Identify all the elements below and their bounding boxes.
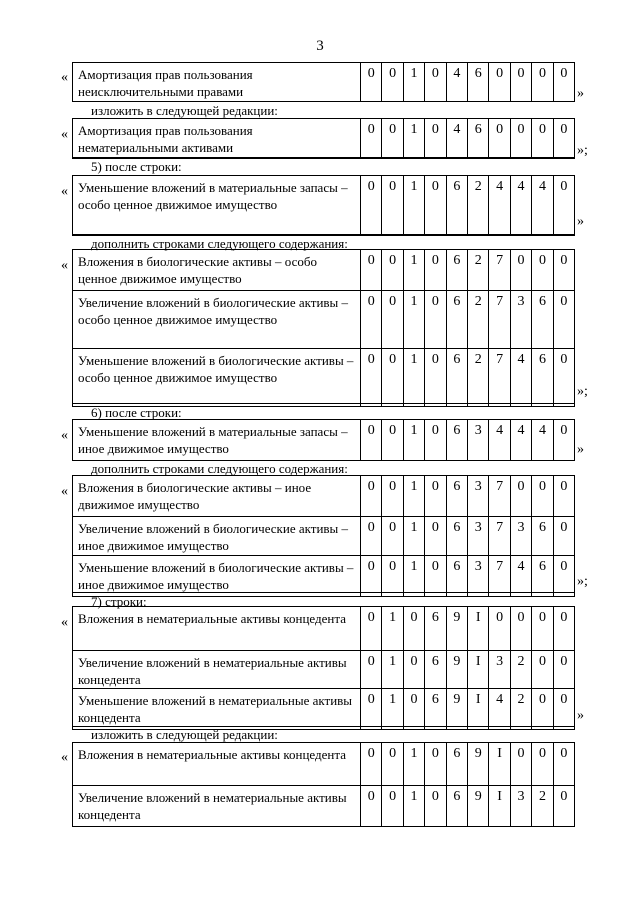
code-digit: 1 (404, 176, 425, 235)
code-digit: 7 (489, 250, 510, 290)
opening-quote: « (61, 127, 68, 142)
code-digit: 1 (404, 517, 425, 555)
code-digit: 0 (511, 250, 532, 290)
opening-quote: « (61, 184, 68, 199)
row-name: Уменьшение вложений в материальные запасы – особо ценное движимое имущество (73, 176, 361, 235)
row-code (361, 63, 574, 101)
code-digit: 0 (560, 352, 568, 367)
opening-quote: « (61, 750, 68, 765)
table-row (72, 118, 575, 159)
code-digit: 0 (404, 689, 425, 729)
code-digit: 0 (361, 291, 382, 348)
code-digit: 1 (404, 743, 425, 785)
code-digit: 0 (560, 654, 568, 669)
row-name: Уменьшение вложений в биологические активы – иное движимое имущество (73, 556, 361, 596)
code-digit: 7 (489, 349, 510, 406)
page-number: 3 (316, 38, 324, 54)
code-digit: 0 (361, 786, 382, 826)
row-code (361, 176, 574, 235)
instruction-text: изложить в следующей редакции: (91, 103, 278, 118)
code-digit: 0 (511, 63, 532, 101)
code-digit: I (468, 651, 489, 688)
code-digit: 0 (425, 786, 446, 826)
code-digit: 9 (468, 786, 489, 826)
code-digit: 0 (425, 250, 446, 290)
code-digit: 0 (382, 119, 403, 158)
table-row (72, 348, 575, 407)
code-digit: 0 (361, 607, 382, 650)
code-digit: 0 (532, 607, 553, 650)
code-digit: 0 (560, 122, 568, 137)
closing-quote: »; (577, 143, 588, 158)
instruction-text: 6) после строки: (91, 405, 182, 420)
code-digit: 6 (532, 291, 553, 348)
table-row (72, 475, 575, 516)
code-digit: 7 (489, 476, 510, 516)
code-digit: 0 (425, 176, 446, 235)
row-name: Уменьшение вложений в нематериальные активы концедента (73, 689, 361, 729)
code-digit: 0 (382, 176, 403, 235)
table-row (72, 516, 575, 555)
code-digit: 0 (532, 651, 553, 688)
code-digit: 0 (489, 119, 510, 158)
code-digit: 0 (532, 689, 553, 729)
code-digit: 9 (447, 689, 468, 729)
code-digit: 0 (361, 119, 382, 158)
code-digit: 7 (489, 556, 510, 596)
code-digit: 3 (511, 517, 532, 555)
opening-quote: « (61, 258, 68, 273)
table-row (72, 555, 575, 597)
code-digit: 1 (404, 786, 425, 826)
row-name: Уменьшение вложений в биологические активы – особо ценное движимое имущество (73, 349, 361, 406)
code-digit: 2 (468, 176, 489, 235)
code-digit: 3 (489, 651, 510, 688)
code-digit: 6 (447, 349, 468, 406)
code-digit: 0 (361, 176, 382, 235)
instruction-text: изложить в следующей редакции: (91, 727, 278, 742)
code-digit: 1 (404, 556, 425, 596)
code-digit: 0 (361, 743, 382, 785)
code-digit: 1 (382, 607, 403, 650)
code-digit: 0 (425, 349, 446, 406)
code-digit: 0 (560, 789, 568, 804)
code-digit: 3 (468, 556, 489, 596)
code-digit: 1 (404, 349, 425, 406)
code-digit: 0 (511, 119, 532, 158)
code-digit: 6 (447, 291, 468, 348)
code-digit: 0 (532, 63, 553, 101)
code-digit: 0 (382, 476, 403, 516)
code-digit: 0 (425, 476, 446, 516)
code-digit: 7 (489, 291, 510, 348)
code-digit: 0 (560, 294, 568, 309)
code-digit: 1 (404, 420, 425, 460)
code-digit: 1 (404, 291, 425, 348)
code-table (72, 249, 575, 407)
code-digit: 1 (404, 476, 425, 516)
closing-quote: »; (577, 574, 588, 589)
code-digit: 0 (425, 420, 446, 460)
code-digit: 6 (447, 556, 468, 596)
code-digit: 0 (425, 556, 446, 596)
code-digit: 0 (382, 786, 403, 826)
code-digit: 0 (382, 63, 403, 101)
code-digit: 6 (532, 517, 553, 555)
code-digit: 0 (489, 63, 510, 101)
closing-quote: » (577, 86, 584, 101)
row-code (361, 119, 574, 158)
code-digit: 6 (468, 119, 489, 158)
code-digit: 4 (489, 176, 510, 235)
row-code (361, 786, 574, 826)
code-digit: 0 (560, 520, 568, 535)
code-digit: 3 (468, 420, 489, 460)
row-name: Увеличение вложений в нематериальные активы концедента (73, 651, 361, 688)
code-digit: 0 (560, 746, 568, 761)
code-table (72, 475, 575, 597)
code-digit: 0 (560, 423, 568, 438)
code-digit: 6 (447, 420, 468, 460)
code-digit: 0 (404, 607, 425, 650)
row-name: Вложения в биологические активы – иное движимое имущество (73, 476, 361, 516)
code-digit: 4 (489, 689, 510, 729)
row-name: Увеличение вложений в биологические активы – иное движимое имущество (73, 517, 361, 555)
code-digit: 0 (382, 517, 403, 555)
code-table (72, 62, 575, 102)
row-code (361, 743, 574, 785)
closing-quote: » (577, 708, 584, 723)
row-code (361, 250, 574, 290)
row-code (361, 556, 574, 596)
instruction-text: дополнить строками следующего содержания: (91, 461, 348, 476)
row-code (361, 291, 574, 348)
code-digit: 6 (425, 651, 446, 688)
code-digit: I (468, 607, 489, 650)
code-digit: 0 (489, 607, 510, 650)
code-digit: 6 (425, 607, 446, 650)
code-digit: 6 (447, 176, 468, 235)
code-digit: 2 (511, 689, 532, 729)
instruction-text: дополнить строками следующего содержания: (91, 236, 348, 251)
code-digit: 0 (560, 179, 568, 194)
code-digit: 1 (382, 651, 403, 688)
code-digit: 0 (425, 291, 446, 348)
instruction-text: 7) строки: (91, 594, 147, 609)
code-digit: 9 (447, 607, 468, 650)
row-name: Вложения в нематериальные активы концедента (73, 607, 361, 650)
code-digit: 0 (425, 743, 446, 785)
row-code (361, 607, 574, 650)
row-name: Амортизация прав пользования неисключительными правами (73, 63, 361, 101)
code-digit: 2 (468, 291, 489, 348)
row-code (361, 651, 574, 688)
closing-quote: »; (577, 384, 588, 399)
code-digit: 0 (361, 689, 382, 729)
code-digit: 4 (511, 176, 532, 235)
code-digit: 0 (361, 517, 382, 555)
code-digit: I (489, 743, 510, 785)
code-digit: 3 (468, 476, 489, 516)
code-digit: 0 (511, 743, 532, 785)
code-digit: 3 (511, 291, 532, 348)
code-digit: 0 (361, 420, 382, 460)
code-digit: 1 (382, 689, 403, 729)
code-digit: 1 (404, 119, 425, 158)
code-digit: 6 (532, 349, 553, 406)
code-digit: 0 (560, 610, 568, 625)
code-digit: 4 (511, 556, 532, 596)
code-digit: 6 (468, 63, 489, 101)
code-digit: 0 (532, 476, 553, 516)
code-digit: 4 (489, 420, 510, 460)
table-row (72, 785, 575, 827)
code-digit: 0 (382, 349, 403, 406)
code-digit: 6 (447, 786, 468, 826)
code-digit: 0 (361, 63, 382, 101)
code-digit: 4 (511, 420, 532, 460)
code-digit: 9 (468, 743, 489, 785)
code-digit: 1 (404, 63, 425, 101)
table-row (72, 606, 575, 650)
code-digit: 0 (560, 66, 568, 81)
code-digit: 0 (532, 119, 553, 158)
table-row (72, 290, 575, 348)
code-digit: 0 (361, 556, 382, 596)
code-digit: 4 (532, 420, 553, 460)
row-name: Амортизация прав пользования нематериальными активами (73, 119, 361, 158)
code-digit: 9 (447, 651, 468, 688)
row-name: Уменьшение вложений в материальные запасы – иное движимое имущество (73, 420, 361, 460)
table-row (72, 650, 575, 688)
code-digit: 3 (468, 517, 489, 555)
row-code (361, 517, 574, 555)
code-digit: 0 (361, 250, 382, 290)
code-digit: 0 (382, 556, 403, 596)
code-table (72, 742, 575, 827)
code-digit: 0 (532, 250, 553, 290)
code-table (72, 606, 575, 730)
instruction-text: 5) после строки: (91, 159, 182, 174)
code-digit: 3 (511, 786, 532, 826)
row-name: Вложения в нематериальные активы концедента (73, 743, 361, 785)
code-digit: 6 (447, 517, 468, 555)
code-digit: 4 (447, 63, 468, 101)
code-digit: 6 (447, 743, 468, 785)
opening-quote: « (61, 428, 68, 443)
opening-quote: « (61, 70, 68, 85)
code-digit: 0 (560, 559, 568, 574)
code-digit: 0 (382, 420, 403, 460)
closing-quote: » (577, 214, 584, 229)
code-digit: 0 (382, 743, 403, 785)
row-name: Увеличение вложений в нематериальные активы концедента (73, 786, 361, 826)
code-digit: 2 (532, 786, 553, 826)
code-digit: 6 (447, 476, 468, 516)
code-digit: 0 (361, 476, 382, 516)
code-digit: 0 (425, 63, 446, 101)
code-digit: 0 (560, 479, 568, 494)
code-digit: 0 (382, 250, 403, 290)
code-digit: 2 (468, 250, 489, 290)
code-digit: 0 (404, 651, 425, 688)
code-table (72, 118, 575, 159)
opening-quote: « (61, 484, 68, 499)
code-digit: 0 (361, 651, 382, 688)
code-digit: 0 (425, 119, 446, 158)
opening-quote: « (61, 615, 68, 630)
code-digit: 0 (511, 607, 532, 650)
code-digit: 0 (560, 253, 568, 268)
table-row (72, 249, 575, 290)
table-row (72, 419, 575, 461)
row-code (361, 420, 574, 460)
code-digit: I (468, 689, 489, 729)
code-digit: 7 (489, 517, 510, 555)
code-digit: 0 (425, 517, 446, 555)
row-code (361, 349, 574, 406)
closing-quote: » (577, 442, 584, 457)
code-digit: 2 (511, 651, 532, 688)
code-table (72, 175, 575, 236)
table-row (72, 688, 575, 730)
code-digit: 0 (560, 692, 568, 707)
code-digit: 4 (532, 176, 553, 235)
row-code (361, 689, 574, 729)
code-digit: 0 (382, 291, 403, 348)
table-row (72, 175, 575, 236)
table-row (72, 62, 575, 102)
code-digit: 6 (447, 250, 468, 290)
code-digit: 0 (511, 476, 532, 516)
row-name: Вложения в биологические активы – особо ценное движимое имущество (73, 250, 361, 290)
row-code (361, 476, 574, 516)
row-name: Увеличение вложений в биологические активы – особо ценное движимое имущество (73, 291, 361, 348)
code-digit: 2 (468, 349, 489, 406)
code-digit: 1 (404, 250, 425, 290)
code-digit: 6 (425, 689, 446, 729)
code-digit: 4 (447, 119, 468, 158)
code-table (72, 419, 575, 461)
code-digit: 0 (532, 743, 553, 785)
code-digit: I (489, 786, 510, 826)
table-row (72, 742, 575, 785)
code-digit: 0 (361, 349, 382, 406)
code-digit: 6 (532, 556, 553, 596)
code-digit: 4 (511, 349, 532, 406)
